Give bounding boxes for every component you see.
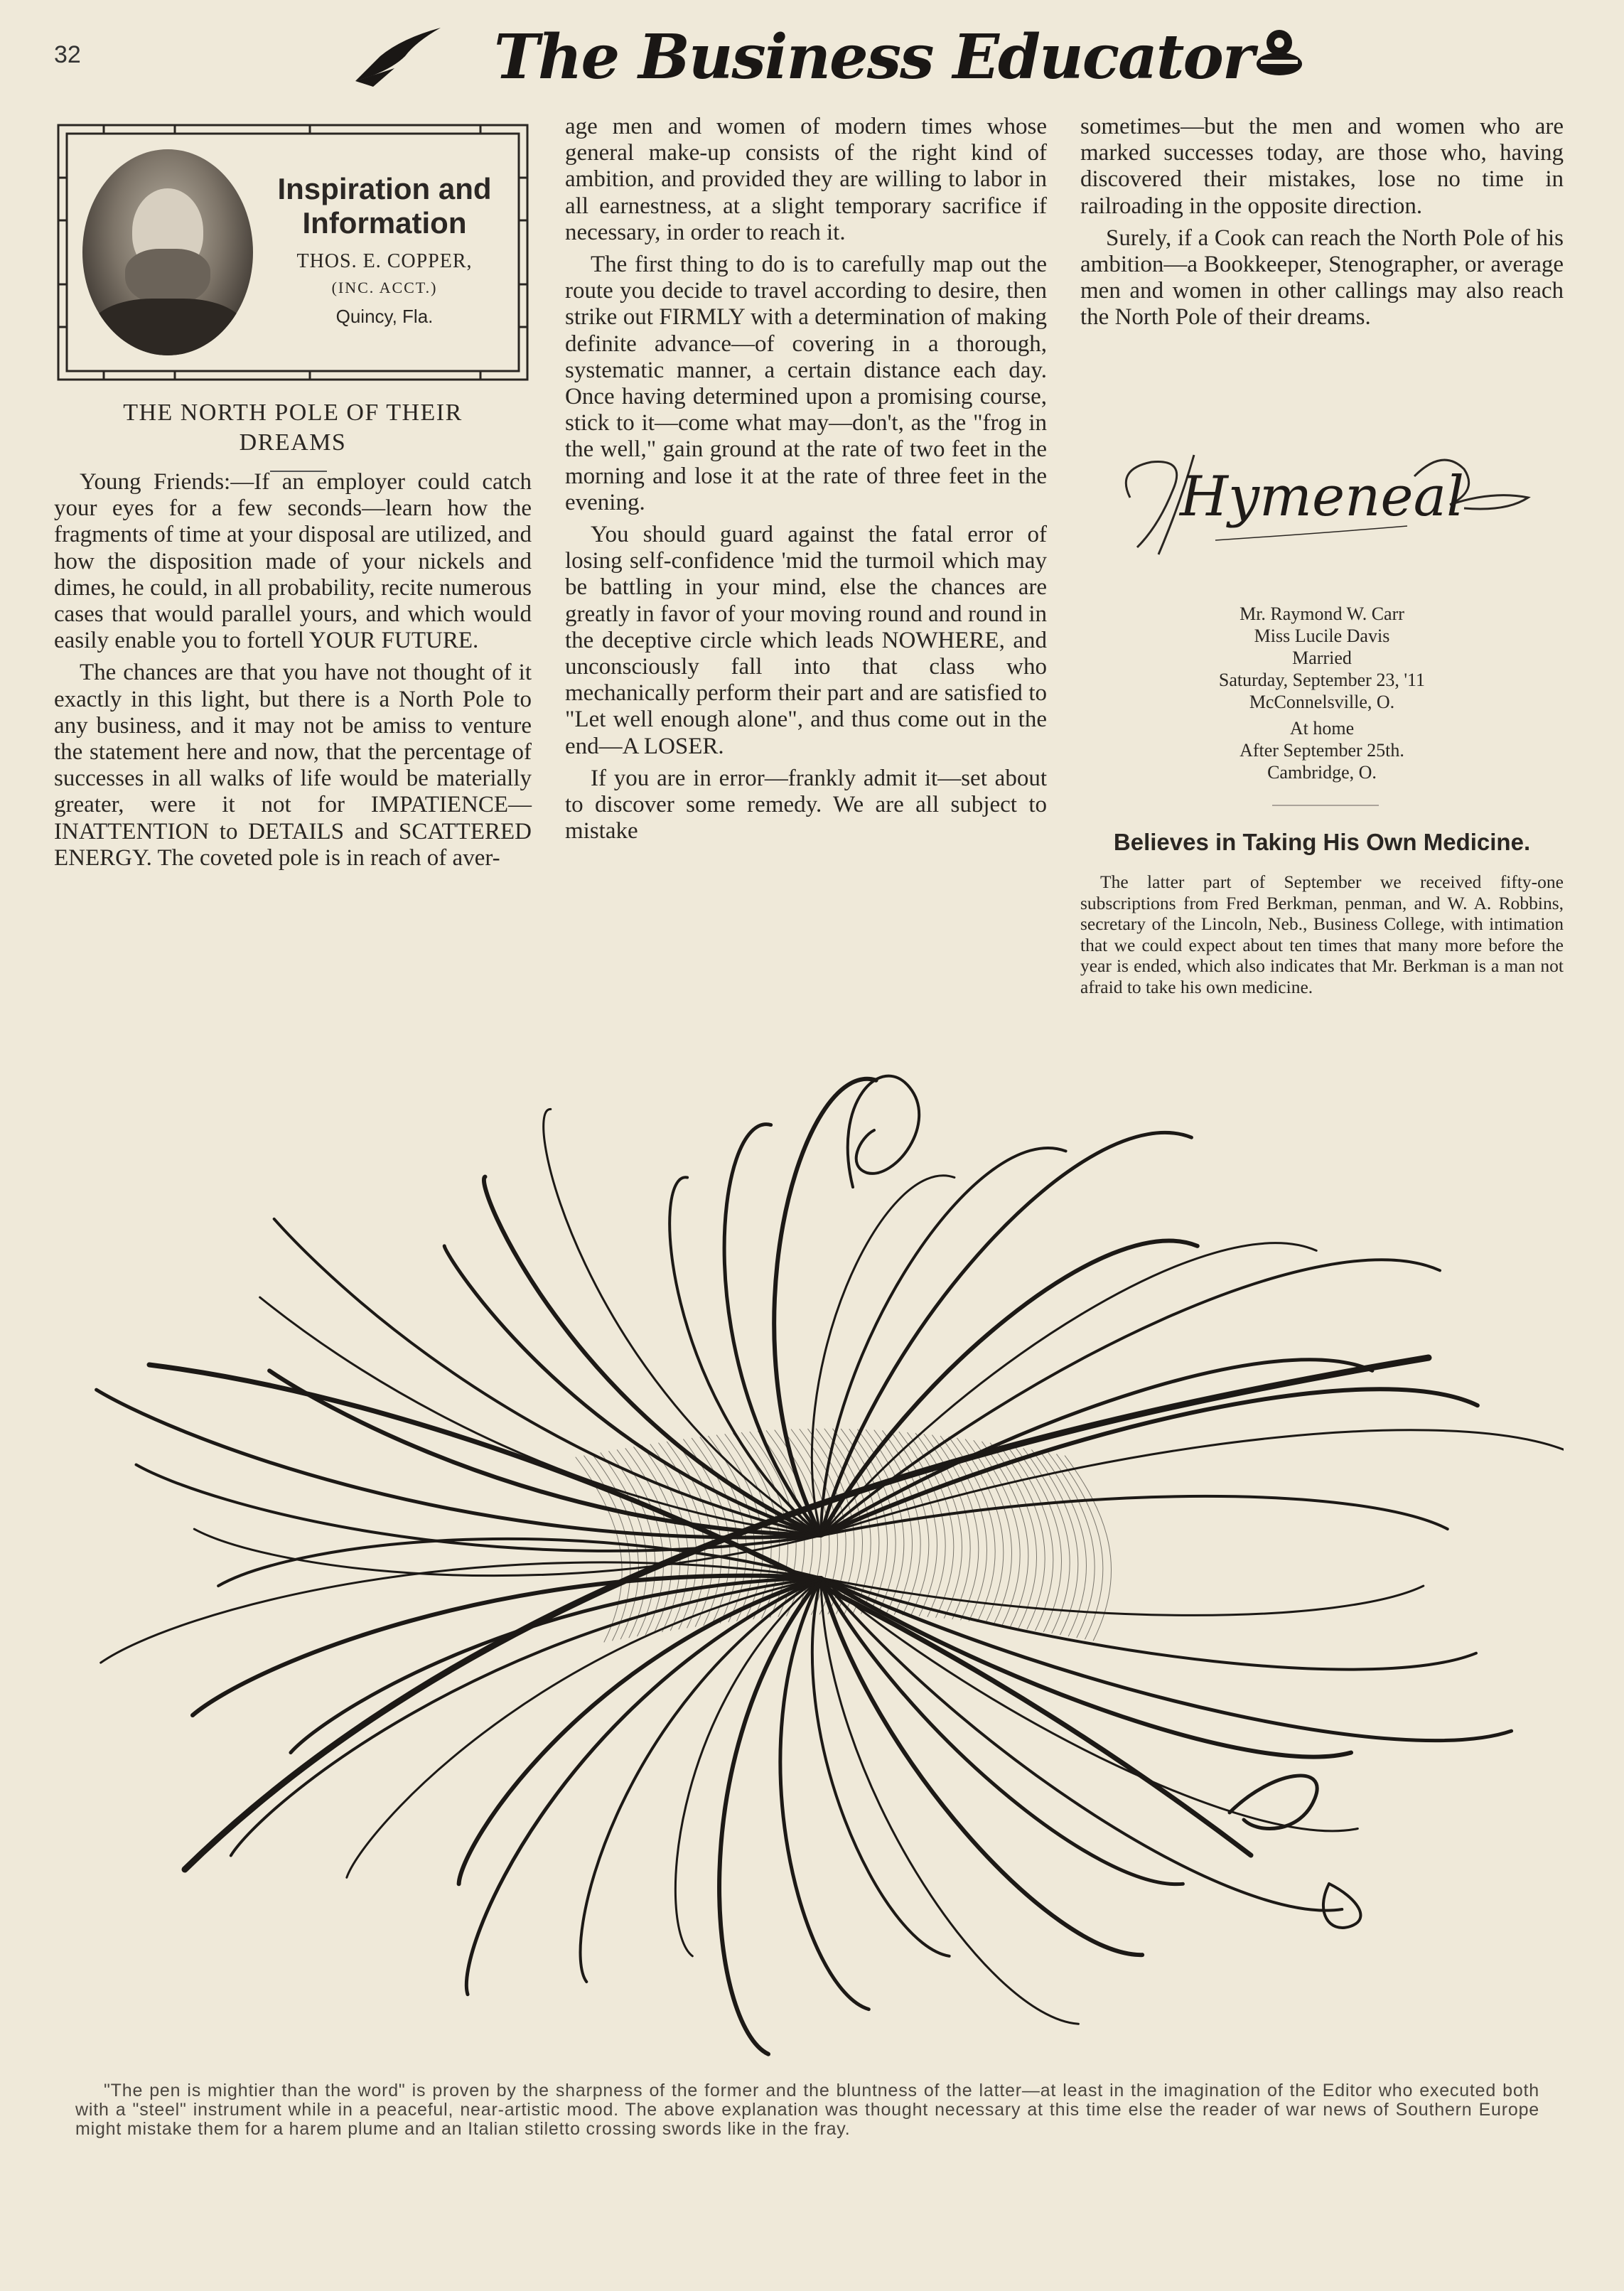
box-place: Quincy, Fla. xyxy=(335,306,434,327)
believes-title: Believes in Taking His Own Medicine. xyxy=(1113,829,1531,855)
wedding-line: McConnelsville, O. xyxy=(1249,692,1395,712)
masthead-title: The Business Educator xyxy=(494,21,1254,93)
paragraph: The chances are that you have not thought of it exactly in this light, but there is a North Pole to any business, and it may not be amiss to venture the statement here and now, that the percentage of successes in all walks of life would be materially greater, were it not for IMPATIENCE—INATTENTION to DETAILS and SCATTERED ENERGY. The coveted pole is in reach of aver- xyxy=(54,660,532,871)
caption-text: "The pen is mightier than the word" is proven by the sharpness of the former and the bluntness of the latter—at least in the imagination of the Editor who executed both with a "steel" instrument while in a peaceful, near-artistic mood. The above explanation was thought necessary at this time else the reader of war news of Southern Europe might mistake them for a harem plume and an Italian stiletto crossing swords like in the fray. xyxy=(75,2081,1539,2139)
box-author: THOS. E. COPPER, xyxy=(296,250,473,272)
quill-icon xyxy=(352,24,444,88)
article-column-3 xyxy=(1080,114,1564,337)
page-number: 32 xyxy=(54,41,81,68)
article-column-1 xyxy=(54,469,532,877)
author-portrait xyxy=(82,149,253,355)
box-title: Inspiration and Information xyxy=(277,172,492,240)
masthead xyxy=(341,14,1336,100)
wedding-line: After September 25th. xyxy=(1239,740,1404,761)
paragraph: The first thing to do is to carefully map out the route you decide to travel according to desire, then strike out FIRMLY with a determination of making definite advance—of covering in a thorough, systematic manner, a certain distance each day. Once having determined upon a promising course, stick to it—come what may—don't, as the "frog in the well," gain ground at the rate of two feet in the morning and lose it at the rate of three feet in the evening. xyxy=(565,252,1047,515)
paragraph: age men and women of modern times whose general make-up consists of the right kind of ambition, and provided they are willing to labor in all earnestness, at a slight temporary sacrifice if necessary, in order to reach it. xyxy=(565,114,1047,245)
inspiration-box xyxy=(54,121,532,384)
flourish-caption xyxy=(75,2081,1539,2139)
wedding-line: Mr. Raymond W. Carr xyxy=(1239,603,1404,624)
wedding-line: Miss Lucile Davis xyxy=(1254,626,1390,646)
section-divider xyxy=(1272,805,1379,806)
hymeneal-heading-text: Hymeneal xyxy=(1179,465,1465,529)
wedding-line: Married xyxy=(1292,648,1352,668)
crest-icon xyxy=(1251,23,1308,80)
article-column-2 xyxy=(565,114,1047,850)
article-title: THE NORTH POLE OF THEIR DREAMS xyxy=(123,399,463,456)
paragraph: The latter part of September we received fifty-one subscriptions from Fred Berkman, penman, and W. A. Robbins, secretary of the Lincoln, Neb., Business College, with intimation that we could expect about ten times that many more before the year is ended, which also indicates that Mr. Berkman is a man not afraid to take his own medicine. xyxy=(1080,871,1564,997)
wedding-line: Cambridge, O. xyxy=(1267,762,1377,783)
paragraph: Young Friends:—If an employer could catch your eyes for a few seconds—learn how the fragments of time at your disposal are utilized, and how the disposition made of your nickels and dimes, he could, in all probability, recite numerous cases that would parallel yours, and which would easily enable you to fortell YOUR FUTURE. xyxy=(54,469,532,654)
paragraph: sometimes—but the men and women who are marked successes today, are those who, having discovered their mistakes, lose no time in railroading in the opposite direction. xyxy=(1080,114,1564,219)
hymeneal-heading xyxy=(1109,441,1549,576)
believes-body xyxy=(1080,871,1564,998)
wedding-line: Saturday, September 23, '11 xyxy=(1218,670,1426,690)
wedding-notice xyxy=(1080,603,1564,783)
wedding-line: At home xyxy=(1289,718,1355,739)
paragraph: You should guard against the fatal error of losing self-confidence 'mid the turmoil which may be battling in your mind, else the chances are greatly in favor of your moving round and round in the deceptive circle which leads NOWHERE, and unconsciously fall into that class who mechanically perform their part and are satisfied to "Let well enough alone", and thus come out in the end—A LOSER. xyxy=(565,522,1047,759)
pen-flourish-illustration xyxy=(78,1059,1564,2069)
box-credential: (INC. ACCT.) xyxy=(331,279,438,296)
paragraph: If you are in error—frankly admit it—set about to discover some remedy. We are all subject to mistake xyxy=(565,765,1047,844)
paragraph: Surely, if a Cook can reach the North Pole of his ambition—a Bookkeeper, Stenographer, or average men and women in other callings may also reach the North Pole of their dreams. xyxy=(1080,225,1564,331)
